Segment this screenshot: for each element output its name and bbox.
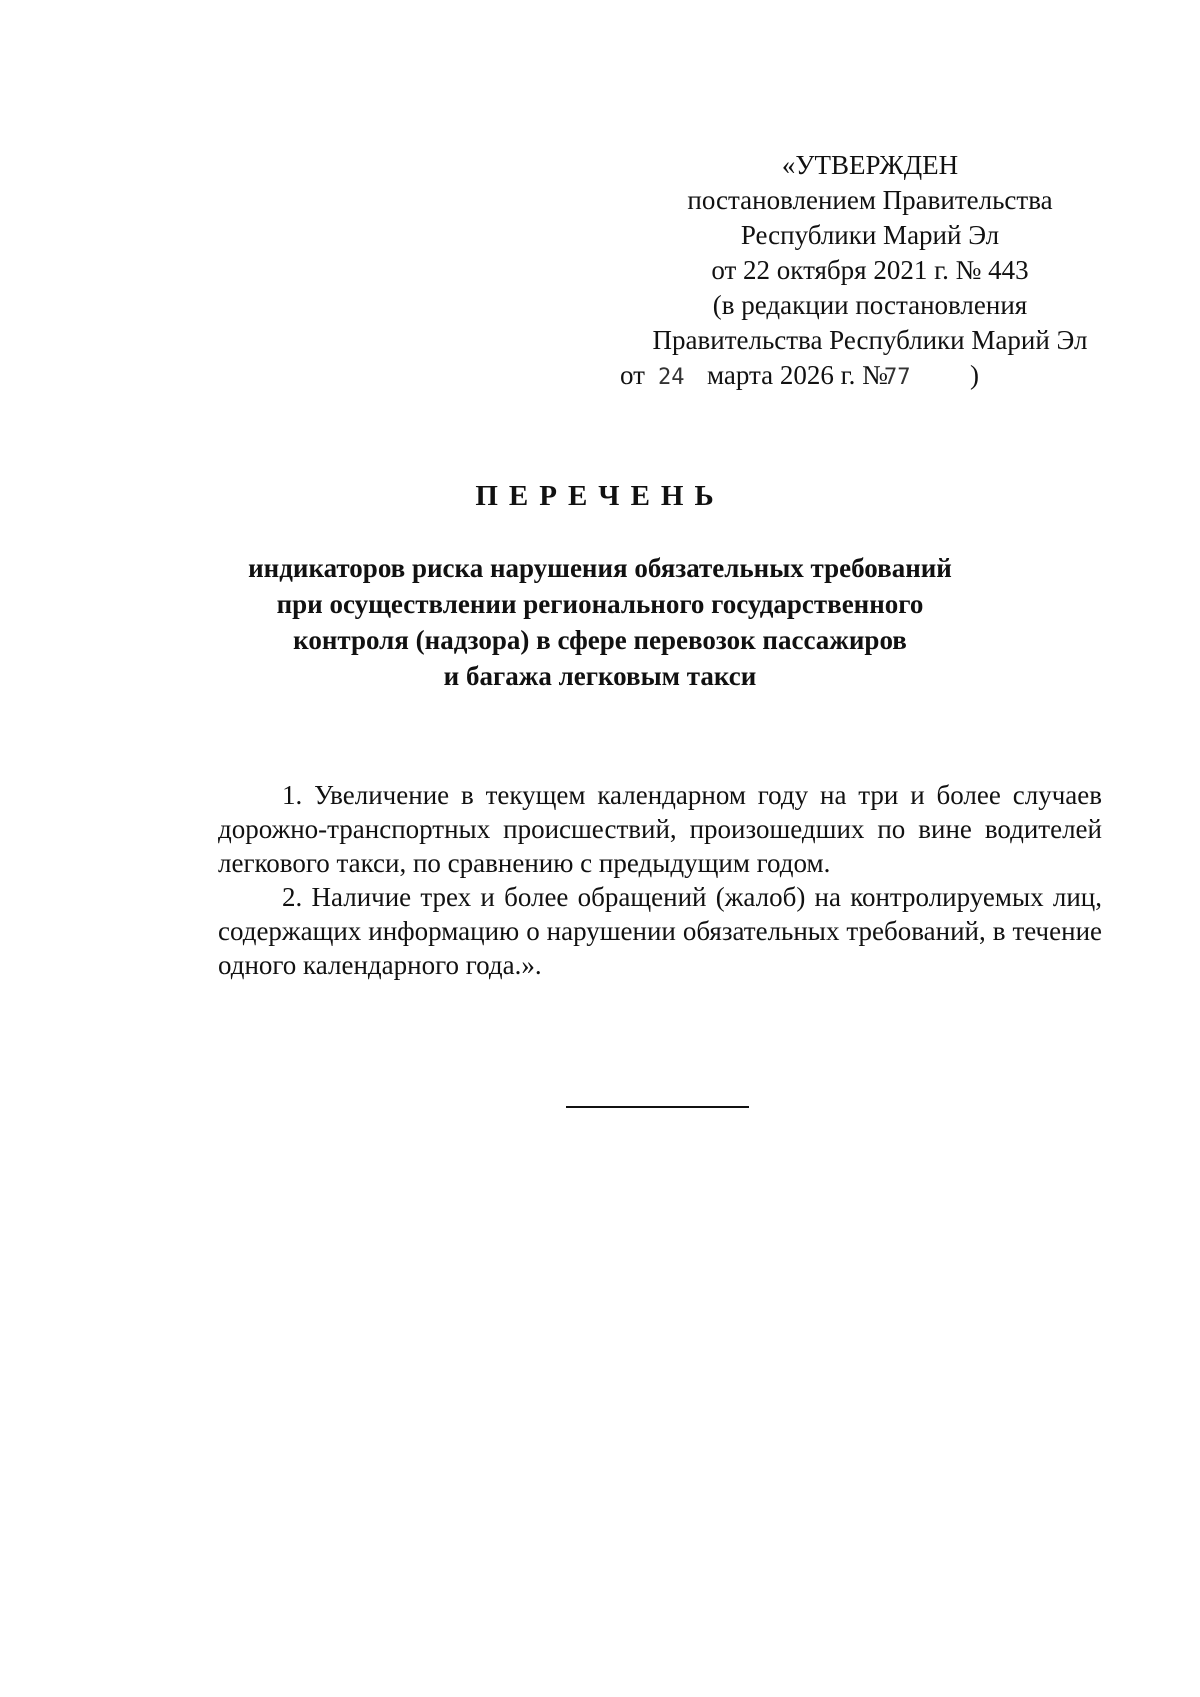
subtitle-line: индикаторов риска нарушения обязательных требований [248,553,952,583]
subtitle-line: и багажа легковым такси [443,661,757,691]
approval-block [620,148,1120,393]
subtitle-line: контроля (надзора) в сфере перевозок пассажиров [293,625,907,655]
approval-line: Правительства Республики Марий Эл [652,325,1088,355]
amendment-date-line [620,358,1120,393]
document-body [218,778,1102,982]
list-item: 2. Наличие трех и более обращений (жалоб) на контролируемых лиц, содержащих информацию о нарушении обязательных требований, в течение одного календарного года.». [218,882,1102,980]
document-title: ПЕРЕЧЕНЬ [475,480,725,512]
subtitle-line: при осуществлении регионального государственного [276,589,924,619]
approval-line: (в редакции постановления [712,290,1028,320]
amendment-middle: марта 2026 г. № [707,360,888,390]
amendment-number-handwritten: 77 [884,365,911,390]
approval-heading: «УТВЕРЖДЕН [781,150,959,180]
approval-line: постановлением Правительства [687,185,1053,215]
amendment-day-handwritten: 24 [658,365,685,390]
approval-date-line: от 22 октября 2021 г. № 443 [711,255,1029,285]
amendment-prefix: от [620,360,645,390]
closing-divider [566,1106,749,1108]
approval-line: Республики Марий Эл [740,220,1000,250]
list-item: 1. Увеличение в текущем календарном году на три и более случаев дорожно-транспортных происшествий, произошедших по вине водителей легкового такси, по сравнению с предыдущим годом. [218,780,1102,878]
document-subtitle [200,550,1000,694]
amendment-close-paren: ) [970,360,979,390]
